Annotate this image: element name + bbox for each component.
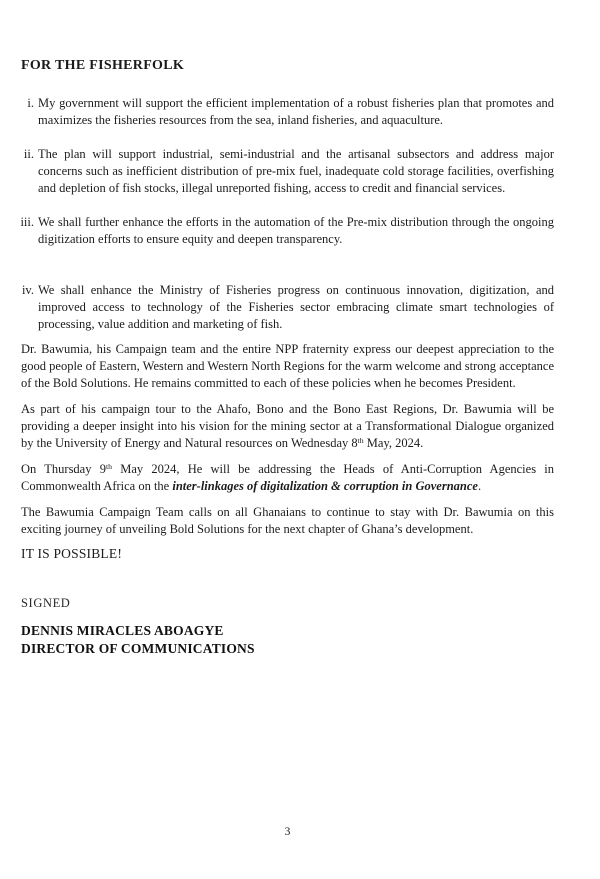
signature-block [21,622,554,657]
list-item-iii [21,214,554,248]
paragraph-anti-corruption: On Thursday 9th May 2024, He will be addressing the Heads of Anti-Corruption Agencies in Commonwealth Africa on the inter-linkages of digitalization & corruption in Governance. [21,462,555,493]
list-item-text: The plan will support industrial, semi-industrial and the artisanal subsectors and address major concerns such as inefficient distribution of pre-mix fuel, inadequate cold storage facilities, overfishing and depletion of fish stocks, illegal unreported fishing, access to credit and financial services. [38,147,554,195]
section-heading: FOR THE FISHERFOLK [21,58,185,73]
body-paragraphs [21,341,554,538]
list-marker: ii. [23,147,34,161]
list-item-iv [21,282,554,333]
paragraph-appreciation: Dr. Bawumia, his Campaign team and the entire NPP fraternity express our deepest appreciation to the good people of Eastern, Western and Western North Regions for the warm welcome and strong acceptance of the Bold Solutions. He remains committed to each of these policies when he becomes President. [21,342,554,390]
list-item-i [21,95,554,129]
list-item-ii [21,146,554,197]
paragraph-campaign-tour: As part of his campaign tour to the Ahafo, Bono and the Bono East Regions, Dr. Bawumia will be providing a deeper insight into his vision for the mining sector at a Transformational Dialogue organized by the University of Energy and Natural resources on Wednesday 8th May, 2024. [21,402,554,450]
list-item-text: We shall enhance the Ministry of Fisheries progress on continuous innovation, digitization, and improved access to technology of the Fisheries sector embracing climate smart technologies of processing, value addition and marketing of fish. [38,283,554,331]
paragraph-call-to-stay: The Bawumia Campaign Team calls on all Ghanaians to continue to stay with Dr. Bawumia on this exciting journey of unveiling Bold Solutions for the next chapter of Ghana’s development. [21,505,554,536]
signatory-name: DENNIS MIRACLES ABOAGYE [21,623,224,638]
signatory-title: DIRECTOR OF COMMUNICATIONS [21,640,255,656]
list-item-text: My government will support the efficient implementation of a robust fisheries plan that promotes and maximizes the fisheries resources from the sea, inland fisheries, and aquaculture. [38,96,554,127]
signed-label: SIGNED [21,596,71,610]
fisherfolk-policy-list [21,95,554,333]
page-number: 3 [284,826,291,838]
list-item-text: We shall further enhance the efforts in the automation of the Pre-mix distribution through the ongoing digitization efforts to ensure equity and deepen transparency. [38,215,554,246]
list-marker: iv. [21,283,34,297]
list-marker: iii. [20,215,34,229]
list-marker: i. [27,96,34,110]
closing-slogan: IT IS POSSIBLE! [21,546,123,561]
